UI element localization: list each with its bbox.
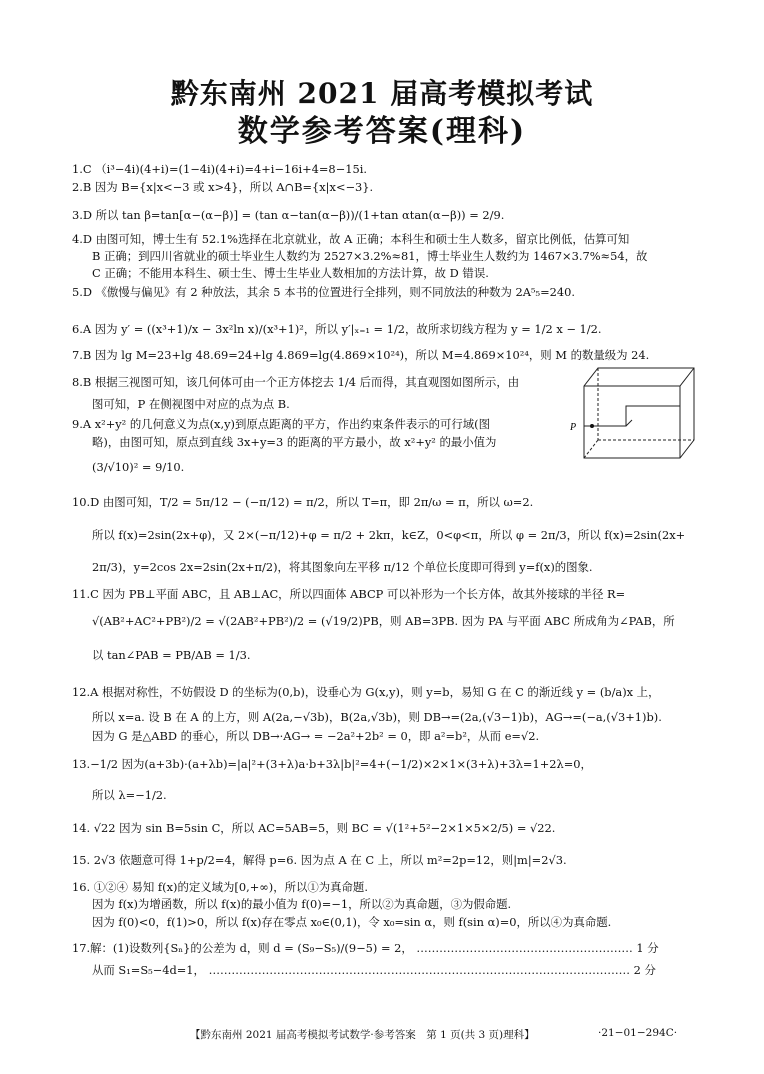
answer-line: 14. √22 因为 sin B=5sin C，所以 AC=5AB=5，则 BC = √(1²+5²−2×1×5×2/5) = √22.	[72, 821, 556, 835]
exam-title: 黔东南州 2021 届高考模拟考试	[170, 77, 594, 110]
answer-line: 2.B 因为 B={x|x<−3 或 x>4}，所以 A∩B={x|x<−3}.	[72, 180, 374, 194]
answer-line: 13.−1/2 因为(a+3b)·(a+λb)=|a|²+(3+λ)a·b+3λ|b|²=4+(−1/2)×2×1×(3+λ)+3λ=1+2λ=0，	[72, 757, 592, 771]
answer-line: 略)，由图可知，原点到直线 3x+y=3 的距离的平方最小，故 x²+y² 的最小值为	[92, 435, 497, 449]
answer-line: 15. 2√3 依题意可得 1+p/2=4，解得 p=6. 因为点 A 在 C 上，所以 m²=2p=12，则|m|=2√3.	[72, 853, 567, 867]
answer-line: 6.A 因为 y′ = ((x³+1)/x − 3x²ln x)/(x³+1)²，所以 y′|ₓ₌₁ = 1/2，故所求切线方程为 y = 1/2 x − 1/2.	[72, 322, 602, 336]
answer-line: 所以 f(x)=2sin(2x+φ)，又 2×(−π/12)+φ = π/2 + 2kπ，k∈Z，0<φ<π，所以 φ = 2π/3，所以 f(x)=2sin(2x+	[92, 528, 686, 542]
answer-line: 所以 x=a. 设 B 在 A 的上方，则 A(2a,−√3b)，B(2a,√3b)，则 DB→=(2a,(√3−1)b)，AG→=(−a,(√3+1)b).	[92, 710, 662, 724]
answer-line: 1.C （i³−4i)(4+i)=(1−4i)(4+i)=4+i−16i+4=8−15i.	[72, 162, 367, 176]
answer-line: 10.D 由图可知，T/2 = 5π/12 − (−π/12) = π/2，所以 T=π，即 2π/ω = π，所以 ω=2.	[72, 495, 534, 509]
answer-line: 因为 f(0)<0，f(1)>0，所以 f(x)存在零点 x₀∈(0,1)，令 x₀=sin α，则 f(sin α)=0，所以④为真命题.	[92, 915, 612, 929]
answer-line: B 正确；到四川省就业的硕士毕业生人数约为 2527×3.2%≈81，博士毕业生人数约为 1467×3.7%≈54，故	[92, 249, 648, 263]
answer-line: 12.A 根据对称性，不妨假设 D 的坐标为(0,b)，设垂心为 G(x,y)，则 y=b，易知 G 在 C 的渐近线 y = (b/a)x 上，	[72, 685, 660, 699]
answer-line: 3.D 所以 tan β=tan[α−(α−β)] = (tan α−tan(α−β))/(1+tan αtan(α−β)) = 2/9.	[72, 208, 505, 222]
answer-line: √(AB²+AC²+PB²)/2 = √(2AB²+PB²)/2 = (√19/2)PB，则 AB=3PB. 因为 PA 与平面 ABC 所成角为∠PAB，所	[92, 614, 675, 628]
answer-line: 以 tan∠PAB = PB/AB = 1/3.	[92, 648, 251, 662]
answer-line: 7.B 因为 lg M=23+lg 48.69=24+lg 4.869=lg(4.869×10²⁴)，所以 M=4.869×10²⁴，则 M 的数量级为 24.	[72, 348, 650, 362]
answer-line: 4.D 由图可知，博士生有 52.1%选择在北京就业，故 A 正确；本科生和硕士生人数多，留京比例低，估算可知	[72, 232, 630, 246]
footer-code: ·21−01−294C·	[598, 1027, 678, 1039]
answer-line: (3/√10)² = 9/10.	[92, 460, 185, 474]
point-p-label: P	[570, 422, 577, 433]
answer-line: 因为 f(x)为增函数，所以 f(x)的最小值为 f(0)=−1，所以②为真命题，③为假命题.	[92, 897, 512, 911]
solid-figure	[570, 362, 702, 464]
footer-text: 【黔东南州 2021 届高考模拟考试数学·参考答案 第 1 页(共 3 页)理科】	[190, 1029, 535, 1041]
answer-line: 8.B 根据三视图可知，该几何体可由一个正方体挖去 1/4 后而得，其直观图如图所示，由	[72, 375, 520, 389]
answer-line: 11.C 因为 PB⊥平面 ABC，且 AB⊥AC，所以四面体 ABCP 可以补形为一个长方体，故其外接球的半径 R=	[72, 587, 626, 601]
answer-line: 从而 S₁=S₅−4d=1， ………………………………………………………………………………………………… 2 分	[92, 963, 656, 977]
answer-line: 16. ①②④ 易知 f(x)的定义域为[0,+∞)，所以①为真命题.	[72, 880, 368, 894]
answer-line: 2π/3)，y=2cos 2x=2sin(2x+π/2)，将其图象向左平移 π/12 个单位长度即可得到 y=f(x)的图象.	[92, 560, 593, 574]
answer-line: C 正确；不能用本科生、硕士生、博士生毕业人数相加的方法计算，故 D 错误.	[92, 266, 489, 280]
answer-line: 图可知，P 在侧视图中对应的点为点 B.	[92, 397, 290, 411]
answer-line: 因为 G 是△ABD 的垂心，所以 DB→·AG→ = −2a²+2b² = 0，即 a²=b²，从而 e=√2.	[92, 729, 540, 743]
answer-line: 5.D 《傲慢与偏见》有 2 种放法，其余 5 本书的位置进行全排列，则不同放法的种数为 2A⁵₅=240.	[72, 285, 576, 299]
answer-line: 所以 λ=−1/2.	[92, 788, 167, 802]
answer-title: 数学参考答案(理科)	[237, 114, 527, 149]
answer-line: 9.A x²+y² 的几何意义为点(x,y)到原点距离的平方，作出约束条件表示的可行域(图	[72, 417, 491, 431]
answer-line: 17.解：(1)设数列{Sₙ}的公差为 d，则 d = (S₉−S₅)/(9−5) = 2， ………………………………………………… 1 分	[72, 941, 659, 955]
